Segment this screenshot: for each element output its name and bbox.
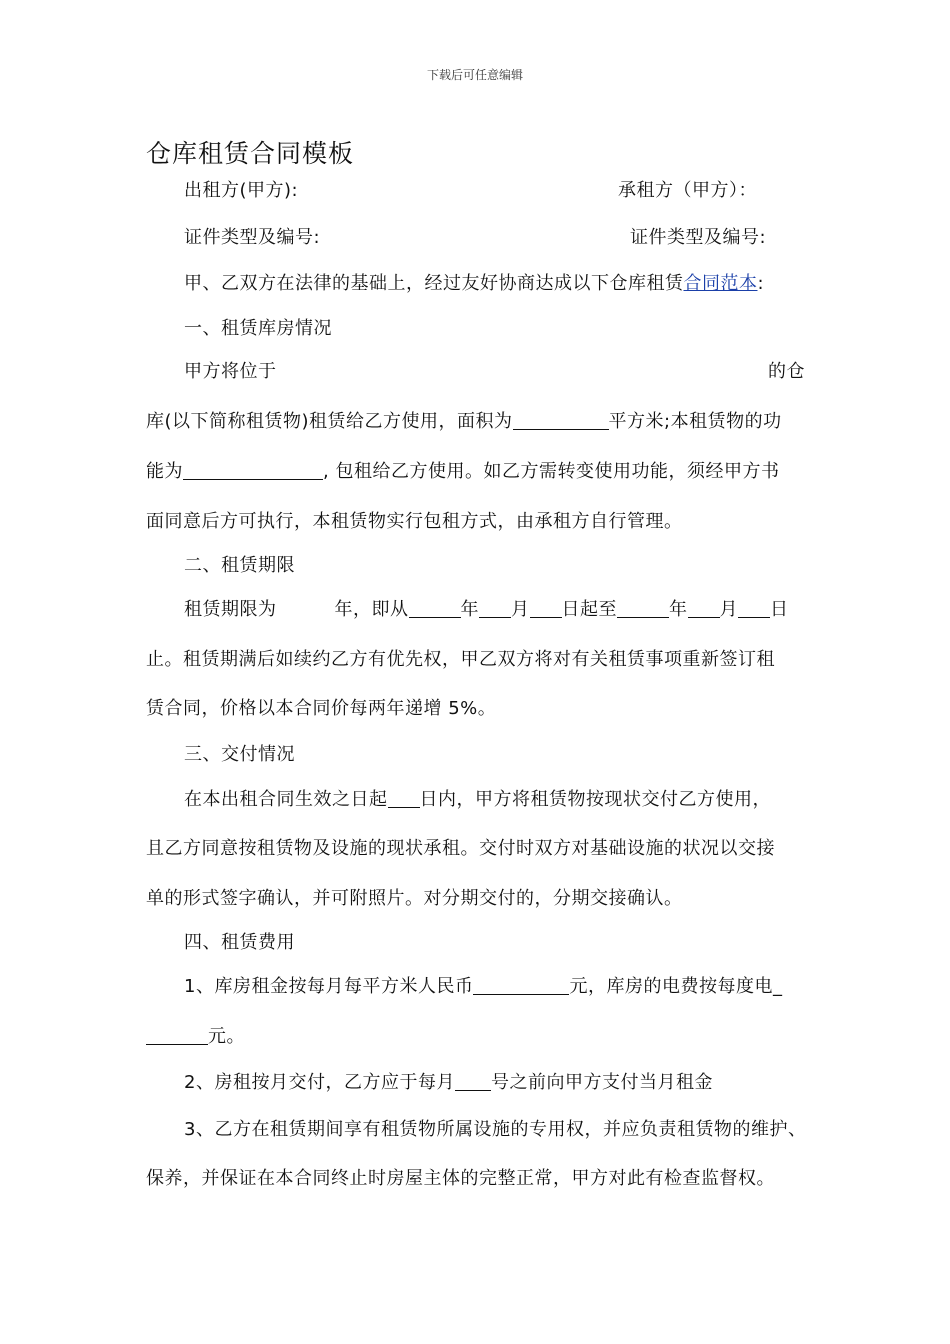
s1-line-1a: 甲方将位于 [184, 361, 277, 382]
s4-item-1b: 元，库房的电费按每度电_ [569, 976, 783, 997]
header-note: 下载后可任意编辑 [426, 68, 523, 82]
intro-paragraph [184, 269, 764, 295]
s1-line-2b: 平方米;本租赁物的功 [608, 411, 782, 432]
s3-line-1b: 日内，甲方将租赁物按现状交付乙方使用， [419, 789, 771, 810]
s4-item-1a: 1、库房租金按每月每平方米人民币 [184, 976, 474, 997]
s2-line-1a: 租赁期限为 [184, 599, 277, 620]
s3-line-2: 且乙方同意按租赁物及设施的现状承租。交付时双方对基础设施的状况以交接 [146, 838, 775, 859]
s4-item-2a: 2、房租按月交付，乙方应于每月 [184, 1072, 455, 1093]
lessee-id-label: 证件类型及编号: [630, 227, 767, 248]
s1-line-3a: 能为 [146, 461, 183, 482]
s4-item-1 [184, 972, 782, 998]
function-blank[interactable] [183, 461, 323, 480]
s3-line-1 [184, 785, 771, 811]
s4-item-2 [184, 1068, 713, 1094]
start-year-blank[interactable] [409, 599, 461, 618]
s4-item-2b: 号之前向甲方支付当月租金 [490, 1072, 713, 1093]
s2-line-1f: 年 [669, 599, 688, 620]
s1-line-2a: 库(以下简称租赁物)租赁给乙方使用，面积为 [146, 411, 513, 432]
area-blank[interactable] [513, 411, 609, 430]
intro-tail: : [757, 273, 765, 294]
s1-line-2 [146, 407, 782, 433]
s2-line-1d: 月 [511, 599, 530, 620]
s2-line-2: 止。租赁期满后如续约乙方有优先权，甲乙双方将对有关租赁事项重新签订租 [146, 649, 775, 670]
s3-line-3: 单的形式签字确认，并可附照片。对分期交付的，分期交接确认。 [146, 888, 683, 909]
s4-item-1-cont [146, 1022, 245, 1048]
start-month-blank[interactable] [479, 599, 511, 618]
section-1-heading: 一、租赁库房情况 [184, 318, 332, 339]
section-4-heading: 四、租赁费用 [184, 932, 295, 953]
lessee-label: 承租方（甲方）： [618, 180, 757, 201]
s2-line-1b: 年，即从 [334, 599, 409, 620]
s4-item-1c: 元。 [208, 1026, 245, 1047]
end-month-blank[interactable] [688, 599, 720, 618]
s1-line-3 [146, 457, 779, 483]
lessor-label: 出租方(甲方): [184, 180, 299, 201]
s4-item-3b: 保养，并保证在本合同终止时房屋主体的完整正常，甲方对此有检查监督权。 [146, 1168, 775, 1189]
electricity-price-blank[interactable] [146, 1026, 208, 1045]
s2-line-3: 赁合同，价格以本合同价每两年递增 5%。 [146, 698, 497, 719]
s1-line-1b: 的仓 [768, 361, 805, 382]
payment-day-blank[interactable] [455, 1072, 491, 1091]
contract-template-link[interactable]: 合同范本 [683, 273, 758, 294]
s2-line-1h: 日 [770, 599, 789, 620]
s2-line-1g: 月 [719, 599, 738, 620]
s3-line-1a: 在本出租合同生效之日起 [184, 789, 388, 810]
intro-text: 甲、乙双方在法律的基础上，经过友好协商达成以下仓库租赁 [184, 273, 684, 294]
s2-line-1e: 日起至 [561, 599, 617, 620]
rent-price-blank[interactable] [473, 976, 569, 995]
s2-line-1 [184, 595, 789, 621]
end-day-blank[interactable] [738, 599, 770, 618]
start-day-blank[interactable] [530, 599, 562, 618]
section-2-heading: 二、租赁期限 [184, 555, 295, 576]
s4-item-3a: 3、乙方在租赁期间享有租赁物所属设施的专用权，并应负责租赁物的维护、 [184, 1119, 807, 1140]
s2-line-1c: 年 [460, 599, 479, 620]
s1-line-4: 面同意后方可执行，本租赁物实行包租方式，由承租方自行管理。 [146, 511, 683, 532]
document-title: 仓库租赁合同模板 [146, 139, 355, 168]
s1-line-3b: , 包租给乙方使用。如乙方需转变使用功能，须经甲方书 [323, 461, 780, 482]
lessor-id-label: 证件类型及编号: [184, 227, 321, 248]
end-year-blank[interactable] [617, 599, 669, 618]
delivery-days-blank[interactable] [388, 789, 420, 808]
section-3-heading: 三、交付情况 [184, 744, 295, 765]
